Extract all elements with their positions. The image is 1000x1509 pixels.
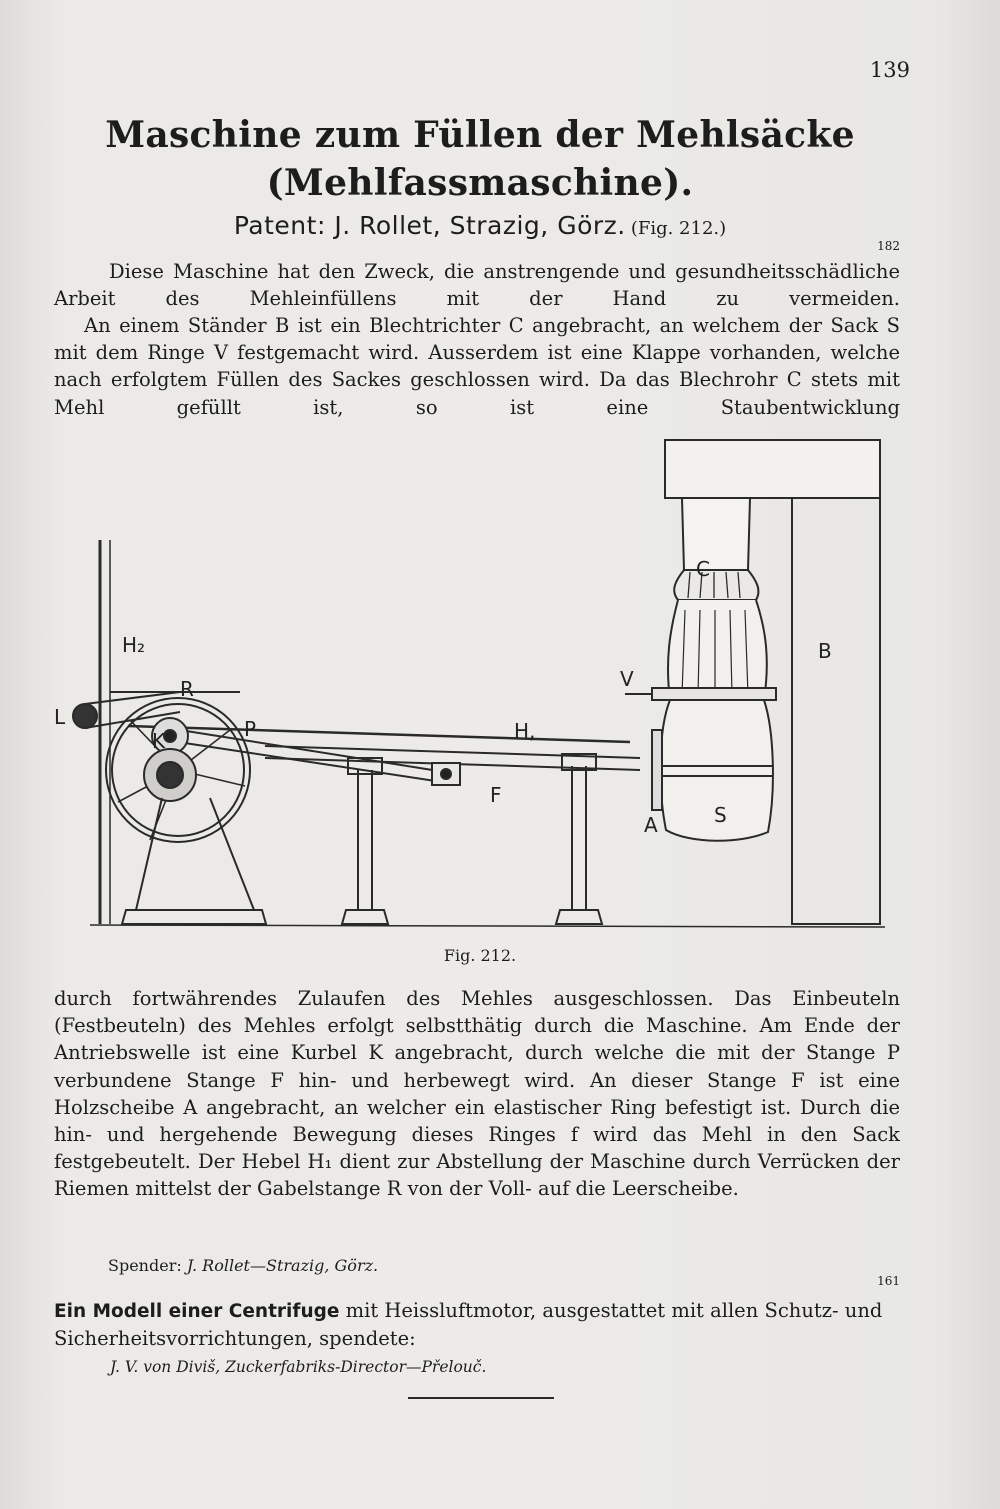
machine-figure: [40, 430, 900, 942]
paragraph-intro: Diese Maschine hat den Zweck, die anstrengende und gesundheitsschädliche Arbeit des Mehleinfüllens mit der Hand zu vermeiden.: [54, 260, 900, 311]
catalog-number-2: 161: [877, 1274, 900, 1288]
model-description: mit Heissluftmotor, ausgestattet mit allen Schutz- und Sicherheitsvorrichtungen, spendete:: [54, 1299, 883, 1350]
model-entry: [54, 1297, 900, 1352]
label-A: A: [644, 813, 658, 837]
section-divider: [408, 1397, 554, 1399]
label-L: L: [54, 705, 66, 729]
label-K: K: [152, 729, 166, 753]
figure-caption: Fig. 212.: [443, 946, 517, 965]
patent-figure-ref: (Fig. 212.): [630, 218, 727, 239]
label-R: R: [180, 677, 194, 701]
label-C: C: [696, 557, 710, 581]
paragraph-description: An einem Ständer B ist ein Blechtrichter C angebracht, an welchem der Sack S mit dem Ringe V festgemacht wird. Ausserdem ist eine Klappe vorhanden, welche nach erfolgtem Füllen des Sackes geschlossen wird. Da das Blechrohr C stets mit Mehl gefüllt ist, so ist eine Staubentwicklung: [54, 314, 900, 419]
label-F: F: [490, 783, 502, 807]
donor-name: J. Rollet—Strazig, Görz.: [186, 1256, 379, 1275]
patent-line: [100, 211, 860, 240]
donor-line-2: J. V. von Diviš, Zuckerfabriks-Director—Přelouč.: [110, 1358, 487, 1376]
label-H1: H,: [514, 719, 536, 743]
label-S: S: [714, 803, 727, 827]
page-number: 139: [869, 58, 910, 82]
model-title: Ein Modell einer Centrifuge: [54, 1301, 340, 1322]
patent-holder: Patent: J. Rollet, Strazig, Görz.: [233, 211, 626, 240]
paragraph-continuation: durch fortwährendes Zulaufen des Mehles ausgeschlossen. Das Einbeuteln (Festbeuteln) des Mehles erfolgt selbstthätig durch die Maschine. Am Ende der Antriebswelle ist eine Kurbel K angebracht, durch welche die mit der Stange P verbundene Stange F hin- und herbewegt wird. An dieser Stange F ist eine Holzscheibe A angebracht, an welcher ein elastischer Ring befestigt ist. Durch die hin- und hergehende Bewegung dieses Ringes f wird das Mehl in den Sack festgebeutelt. Der Hebel H₁ dient zur Abstellung der Maschine durch Verrücken der Riemen mittelst der Gabelstange R von der Voll- auf die Leerscheibe.: [54, 987, 900, 1201]
catalog-number: 182: [877, 239, 900, 253]
label-H2: H₂: [122, 633, 146, 657]
donor-label: Spender:: [108, 1256, 182, 1275]
title-line-2: (Mehlfassmaschine).: [266, 162, 694, 204]
label-B: B: [818, 639, 832, 663]
title-line-1: Maschine zum Füllen der Mehlsäcke: [105, 114, 855, 156]
label-V: V: [620, 667, 634, 691]
donor-line: [108, 1256, 378, 1275]
label-P: P: [244, 717, 257, 741]
